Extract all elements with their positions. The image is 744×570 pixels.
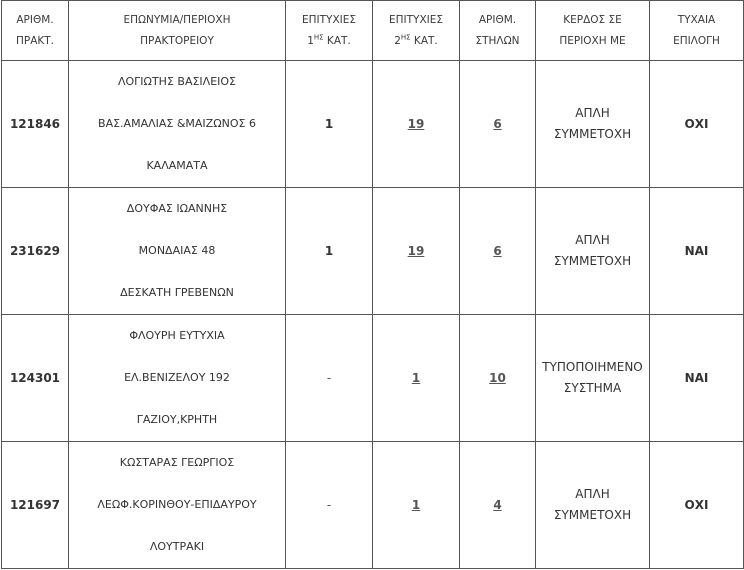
columns-count-link[interactable]: 10 [489, 371, 506, 385]
gain-type [536, 188, 650, 315]
first-category-value: 1 [324, 117, 334, 131]
agency-address: ΕΛ.ΒΕΝΙΖΕΛΟΥ 192 [124, 371, 230, 384]
gain-type [536, 61, 650, 188]
agency-name: ΦΛΟΥΡΗ ΕΥΤΥΧΙΑ [129, 329, 225, 342]
header-random-pick [650, 1, 744, 61]
agency-info [69, 188, 286, 315]
header-gain-type-line2: ΠΕΡΙΟΧΗ ΜΕ [559, 34, 626, 47]
header-agency-name-line2: ΠΡΑΚΤΟΡΕΙΟΥ [140, 34, 214, 47]
agency-info [69, 61, 286, 188]
gain-type-line1: ΤΥΠΟΠΟΙΗΜΕΝΟ [542, 360, 643, 374]
gain-type-line2: ΣΥΜΜΕΤΟΧΗ [553, 127, 632, 141]
agency-info [69, 315, 286, 442]
agency-code: 121697 [2, 442, 69, 569]
header-second-category-rest: ΚΑΤ. [410, 34, 438, 47]
gain-type-line2: ΣΥΣΤΗΜΑ [563, 381, 622, 395]
header-second-category-line1: ΕΠΙΤΥΧΙΕΣ [388, 13, 443, 26]
gain-type [536, 315, 650, 442]
agency-code: 121846 [2, 61, 69, 188]
agency-area: ΚΑΛΑΜΑΤΑ [146, 159, 208, 172]
header-agency-name [69, 1, 286, 61]
random-pick: ΝΑΙ [650, 315, 744, 442]
columns-count-link[interactable]: 6 [493, 244, 502, 258]
header-random-pick-line1: ΤΥΧΑΙΑ [677, 13, 716, 26]
table-row [2, 61, 744, 188]
winning-agencies-table [1, 0, 744, 569]
second-category-wins [373, 442, 460, 569]
header-row [2, 1, 744, 61]
second-category-link[interactable]: 19 [407, 117, 425, 131]
second-category-link[interactable]: 1 [411, 498, 421, 512]
header-gain-type-line1: ΚΕΡΔΟΣ ΣΕ [563, 13, 622, 26]
header-columns-count-line2: ΣΤΗΛΩΝ [475, 34, 520, 47]
header-first-category-line1: ΕΠΙΤΥΧΙΕΣ [301, 13, 356, 26]
header-gain-type [536, 1, 650, 61]
second-category-link[interactable]: 19 [407, 244, 425, 258]
header-agency-name-line1: ΕΠΩΝΥΜΙΑ/ΠΕΡΙΟΧΗ [123, 13, 231, 26]
table-row [2, 188, 744, 315]
header-second-category-num: 2 [394, 34, 401, 47]
agency-address: ΜΟΝΔΑΙΑΣ 48 [138, 244, 216, 257]
agency-area: ΔΕΣΚΑΤΗ ΓΡΕΒΕΝΩΝ [120, 286, 234, 299]
agency-name: ΛΟΓΙΩΤΗΣ ΒΑΣΙΛΕΙΟΣ [118, 75, 236, 88]
agency-name: ΚΩΣΤΑΡΑΣ ΓΕΩΡΓΙΟΣ [119, 456, 235, 469]
second-category-wins [373, 188, 460, 315]
gain-type-line1: ΑΠΛΗ [575, 487, 610, 501]
first-category-value: - [326, 498, 332, 512]
agency-code: 124301 [2, 315, 69, 442]
random-pick: ΟΧΙ [650, 442, 744, 569]
first-category-value: 1 [324, 244, 334, 258]
header-first-category-sup: ΗΣ [313, 33, 324, 41]
first-category-wins [286, 188, 373, 315]
random-pick: ΝΑΙ [650, 188, 744, 315]
header-columns-count-line1: ΑΡΙΘΜ. [478, 13, 517, 26]
header-second-category-sup: ΗΣ [400, 33, 411, 41]
first-category-wins [286, 442, 373, 569]
gain-type-line2: ΣΥΜΜΕΤΟΧΗ [553, 508, 632, 522]
agency-area: ΓΑΖΙΟΥ,ΚΡΗΤΗ [136, 413, 218, 426]
table-row [2, 442, 744, 569]
second-category-wins [373, 315, 460, 442]
columns-count [460, 61, 536, 188]
header-agency-code-line2: ΠΡΑΚΤ. [15, 34, 55, 47]
header-agency-code-line1: ΑΡΙΘΜ. [16, 13, 54, 26]
gain-type-line2: ΣΥΜΜΕΤΟΧΗ [553, 254, 632, 268]
second-category-link[interactable]: 1 [411, 371, 421, 385]
gain-type-line1: ΑΠΛΗ [575, 233, 610, 247]
header-columns-count [460, 1, 536, 61]
header-random-pick-line2: ΕΠΙΛΟΓΗ [673, 34, 720, 47]
random-pick: ΟΧΙ [650, 61, 744, 188]
header-first-category-num: 1 [307, 34, 314, 47]
columns-count [460, 315, 536, 442]
header-first-category [286, 1, 373, 61]
columns-count [460, 442, 536, 569]
header-agency-code [2, 1, 69, 61]
first-category-wins [286, 315, 373, 442]
columns-count-link[interactable]: 6 [493, 117, 502, 131]
header-second-category [373, 1, 460, 61]
columns-count-link[interactable]: 4 [493, 498, 502, 512]
columns-count [460, 188, 536, 315]
agency-address: ΛΕΩΦ.ΚΟΡΙΝΘΟΥ-ΕΠΙΔΑΥΡΟΥ [97, 498, 257, 511]
agency-info [69, 442, 286, 569]
header-first-category-rest: ΚΑΤ. [323, 34, 351, 47]
agency-address: ΒΑΣ.ΑΜΑΛΙΑΣ &ΜΑΙΖΩΝΟΣ 6 [98, 117, 256, 130]
first-category-wins [286, 61, 373, 188]
second-category-wins [373, 61, 460, 188]
agency-name: ΔΟΥΦΑΣ ΙΩΑΝΝΗΣ [126, 202, 228, 215]
agency-area: ΛΟΥΤΡΑΚΙ [149, 540, 205, 553]
agency-code: 231629 [2, 188, 69, 315]
gain-type-line1: ΑΠΛΗ [575, 106, 610, 120]
first-category-value: - [326, 371, 332, 385]
table-row [2, 315, 744, 442]
gain-type [536, 442, 650, 569]
